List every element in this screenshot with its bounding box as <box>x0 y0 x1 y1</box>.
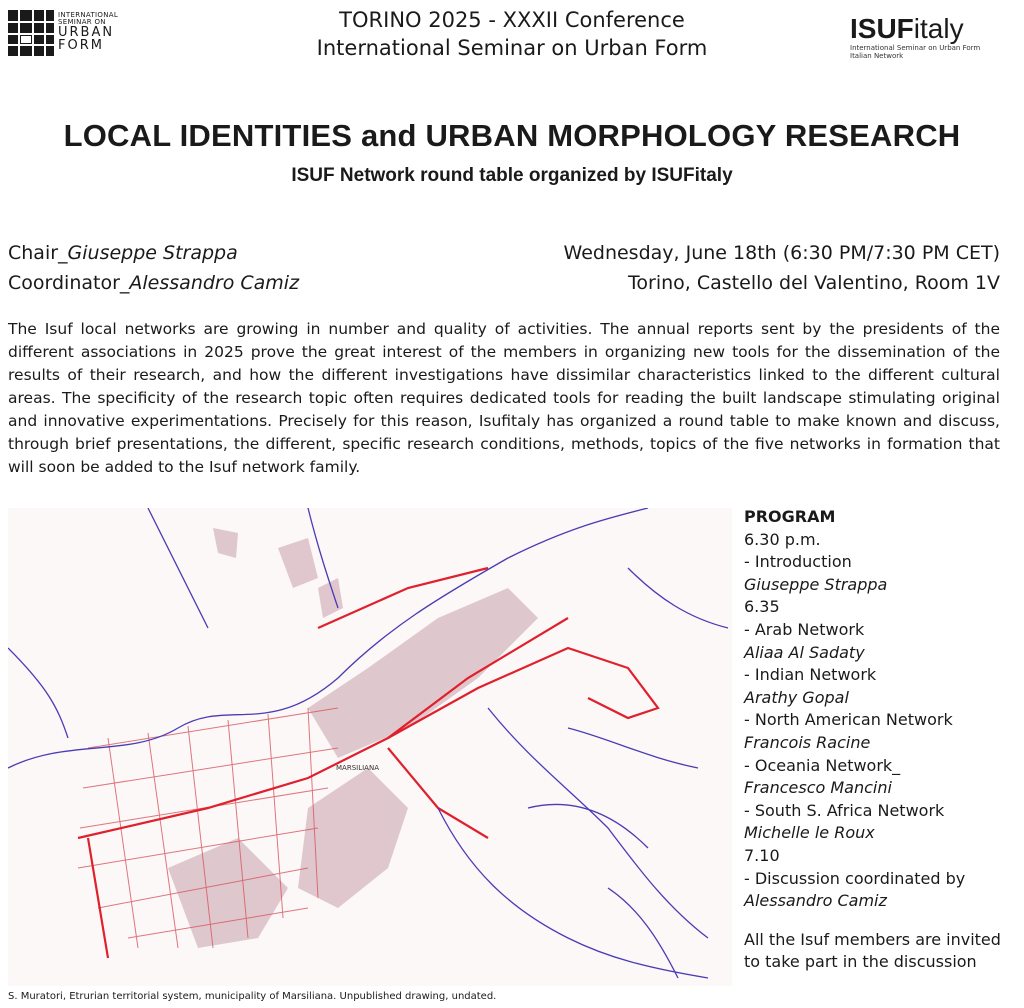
program-speaker: Arathy Gopal <box>744 687 849 707</box>
brand-sub2: Italian Network <box>850 52 904 60</box>
program-discussion: - Discussion coordinated by <box>744 868 966 888</box>
chair-name: Giuseppe Strappa <box>67 242 238 264</box>
program-speaker: Michelle le Roux <box>744 823 875 843</box>
isufitaly-logo <box>850 14 1010 60</box>
event-venue: Torino, Castello del Valentino, Room 1V <box>628 272 1000 294</box>
page-title: LOCAL IDENTITIES and URBAN MORPHOLOGY RESEARCH <box>63 118 961 153</box>
coordinator-line <box>8 268 299 298</box>
program-item: - Oceania Network_ <box>744 755 901 775</box>
meta-event <box>564 238 1000 298</box>
meta-people <box>8 238 299 298</box>
page-subtitle: ISUF Network round table organized by ISUFitaly <box>291 165 733 186</box>
program <box>744 506 1014 974</box>
conference-line2: International Seminar on Urban Form <box>316 36 708 60</box>
map-caption: S. Muratori, Etrurian territorial system, municipality of Marsiliana. Unpublished drawing, undated. <box>8 991 497 1002</box>
program-intro-speaker: Giuseppe Strappa <box>744 574 888 594</box>
coordinator-name: Alessandro Camiz <box>129 272 300 294</box>
brand-light: italy <box>913 13 964 44</box>
program-time-2: 6.35 <box>744 597 780 617</box>
program-intro: - Introduction <box>744 552 852 572</box>
map-drawing <box>8 508 732 986</box>
program-heading: PROGRAM <box>744 507 836 526</box>
program-item: - Indian Network <box>744 665 877 685</box>
conference-line1: TORINO 2025 - XXXII Conference <box>339 8 685 32</box>
chair-line <box>8 238 299 268</box>
program-discussion-speaker: Alessandro Camiz <box>744 891 887 911</box>
coordinator-label: Coordinator_ <box>8 272 130 294</box>
logo-line2: SEMINAR ON <box>58 18 106 26</box>
program-closing: All the Isuf members are invited to take part in the discussion <box>744 929 1001 972</box>
territorial-map <box>8 508 732 986</box>
program-time-1: 6.30 p.m. <box>744 529 821 549</box>
program-time-3: 7.10 <box>744 845 780 865</box>
map-town-label: MARSILIANA <box>336 764 379 772</box>
program-speaker: Aliaa Al Sadaty <box>744 642 865 662</box>
intro-paragraph: The Isuf local networks are growing in number and quality of activities. The annual reports sent by the presidents of the different associations in 2025 prove the great interest of the members in organizing new tools for the dissemination of the results of their research, and how the different investigations have dissimilar characteristics linked to the different cultural areas. The specificity of the research topic often requires dedicated tools for reading the built landscape stimulating original and innovative experimentations. Precisely for this reason, Isufitaly has organized a round table to make known and discuss, through brief presentations, the different, specific research conditions, methods, topics of the five networks in formation that will soon be added to the Isuf network family. <box>8 320 1000 476</box>
logo-line1: INTERNATIONAL <box>58 11 119 19</box>
map-relief <box>168 528 538 948</box>
logo-line4: FORM <box>58 38 104 53</box>
map-roads <box>78 568 658 958</box>
chair-label: Chair_ <box>8 242 68 264</box>
program-item: - South S. Africa Network <box>744 800 945 820</box>
brand-bold: ISUF <box>850 13 914 44</box>
event-date: Wednesday, June 18th (6:30 PM/7:30 PM CET) <box>563 242 1000 264</box>
program-item: - Arab Network <box>744 619 865 639</box>
logo-line3: URBAN <box>58 25 115 40</box>
brand-sub1: International Seminar on Urban Form <box>850 44 981 52</box>
program-speaker: Francesco Mancini <box>744 778 892 798</box>
program-speaker: Francois Racine <box>744 732 871 752</box>
program-item: - North American Network <box>744 710 953 730</box>
